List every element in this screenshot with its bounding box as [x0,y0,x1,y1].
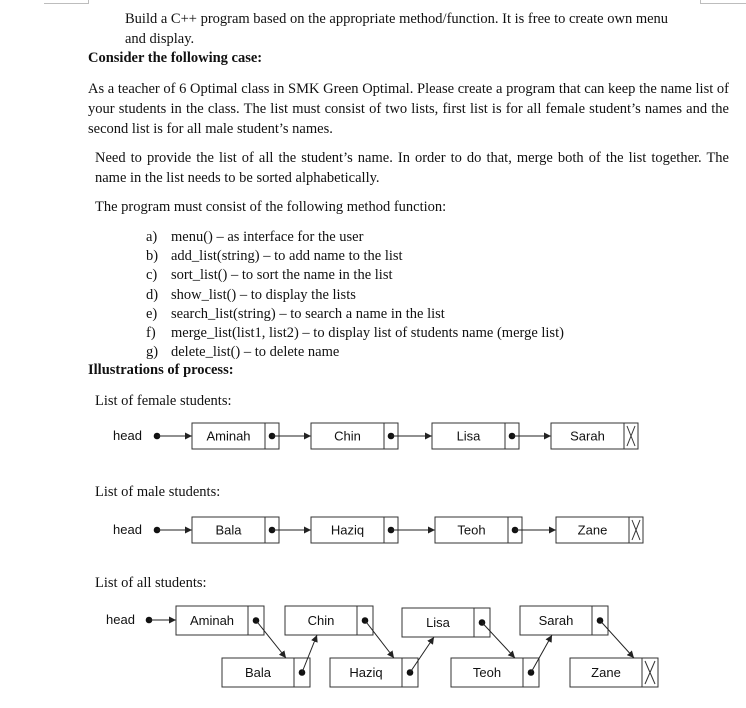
list-item-text: sort_list() – to sort the name in the list [171,267,393,284]
case-heading: Consider the following case: [88,50,263,66]
link-arrow [482,623,515,659]
list-node [311,517,398,543]
illustrations-heading: Illustrations of process: [88,362,234,378]
node-label: Zane [577,522,608,538]
head-label: head [113,428,142,443]
list-item-text: menu() – as interface for the user [171,229,364,245]
head-label: head [113,522,142,537]
list-item-text: show_list() – to display the lists [171,286,356,303]
list-node [222,658,310,687]
node-label: Aminah [189,613,235,628]
list-node [551,423,638,449]
node-label: Sarah [570,428,605,444]
list-item-text: search_list(string) – to search a name in the list [171,305,445,322]
merge-paragraph: Need to provide the list of all the student’s name. In order to do that, merge both of the list together. The name in the list needs to be sorted alphabetically. [95,150,729,186]
link-arrow [600,621,634,659]
node-label: Haziq [330,522,365,538]
node-label: Zane [591,665,621,680]
node-label: Sarah [538,613,574,628]
head-pointer [113,428,142,443]
all-list-title: List of all students: [95,575,207,591]
node-label: Lisa [426,615,450,630]
node-label: Chin [307,613,335,628]
node-label: Teoh [457,522,486,538]
list-node [285,606,373,635]
case-paragraph: As a teacher of 6 Optimal class in SMK Green Optimal. Please create a program that can keep the name list of your students in the class. The list must consist of two lists, first list is for all female student’s names and the second list is for all male student’s names. [88,81,729,137]
head-pointer [106,612,135,627]
list-node [192,517,279,543]
node-label: Chin [334,428,361,444]
list-node [520,606,608,635]
list-item-letter: c) [146,267,158,284]
list-item-text: add_list(string) – to add name to the list [171,248,403,265]
list-node [330,658,418,687]
list-item-letter: d) [146,286,159,303]
list-item-letter: g) [146,344,159,361]
list-item-text: delete_list() – to delete name [171,344,340,361]
list-node [451,658,539,687]
list-node [402,608,490,637]
node-label: Bala [244,665,272,680]
link-arrow [531,635,552,673]
list-node [432,423,519,449]
list-node [192,423,279,449]
list-item-letter: b) [146,248,159,265]
list-node [556,517,643,543]
list-item-letter: f) [146,325,156,342]
male-list-title: List of male students: [95,484,221,500]
list-item-text: merge_list(list1, list2) – to display list of students name (merge list) [171,325,564,342]
node-label: Teoh [472,665,502,680]
list-node [311,423,398,449]
functions-intro: The program must consist of the following method function: [95,199,447,215]
head-pointer [113,522,142,537]
node-label: Aminah [206,428,251,444]
link-arrow [256,621,286,659]
list-node [435,517,522,543]
node-label: Bala [215,522,242,538]
list-node [570,658,658,687]
intro-line-2: and display. [125,31,195,47]
node-label: Lisa [456,428,481,444]
link-arrow [365,621,394,659]
intro-line-1: Build a C++ program based on the appropriate method/function. It is free to create own menu [125,11,669,27]
head-label: head [106,612,135,627]
link-arrow [410,637,434,673]
node-label: Haziq [349,665,383,680]
female-list-title: List of female students: [95,393,232,409]
list-item-letter: a) [146,229,158,245]
list-item-letter: e) [146,305,158,322]
list-node [176,606,264,635]
